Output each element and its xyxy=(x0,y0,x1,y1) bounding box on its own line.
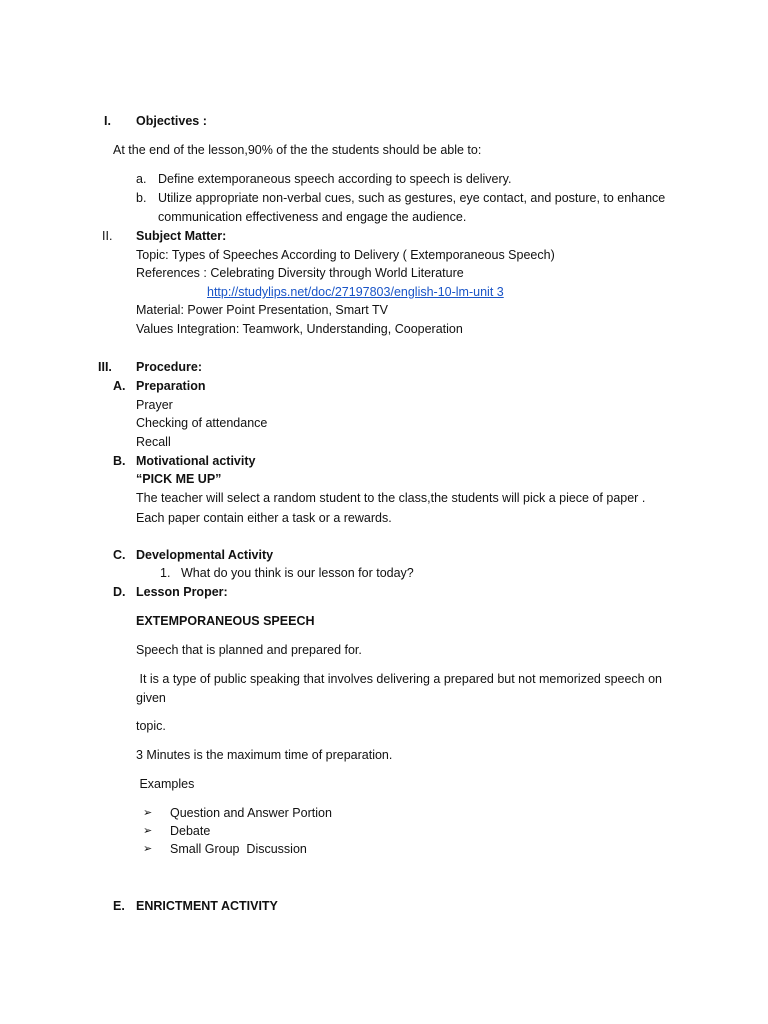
section-numeral-3: III. xyxy=(98,360,112,374)
arrow-bullet-icon: ➢ xyxy=(143,807,153,819)
procedure-heading: Procedure: xyxy=(136,360,202,374)
section-numeral-1: I. xyxy=(104,114,111,128)
lesson-definition-2-line2: given xyxy=(136,691,166,705)
objective-b-text-line2: communication effectiveness and engage the audience. xyxy=(158,210,467,224)
arrow-bullet-icon: ➢ xyxy=(143,825,153,837)
procedure-letter-d: D. xyxy=(113,585,126,599)
subject-material: Material: Power Point Presentation, Smart TV xyxy=(136,303,388,317)
developmental-question-number: 1. xyxy=(160,566,171,580)
enrichment-heading: ENRICTMENT ACTIVITY xyxy=(136,899,278,913)
reference-link[interactable]: http://studylips.net/doc/27197803/english-10-lm-unit 3 xyxy=(207,285,504,299)
subject-values: Values Integration: Teamwork, Understanding, Cooperation xyxy=(136,322,463,336)
preparation-item: Recall xyxy=(136,435,171,449)
subject-topic: Topic: Types of Speeches According to Delivery ( Extemporaneous Speech) xyxy=(136,248,555,262)
procedure-letter-a: A. xyxy=(113,379,126,393)
preparation-item: Checking of attendance xyxy=(136,416,268,430)
section-numeral-2: II. xyxy=(102,229,113,243)
arrow-bullet-icon: ➢ xyxy=(143,843,153,855)
lesson-definition-1: Speech that is planned and prepared for. xyxy=(136,643,362,657)
subject-matter-heading: Subject Matter: xyxy=(136,229,227,243)
lesson-definition-2-line3: topic. xyxy=(136,719,166,733)
procedure-letter-c: C. xyxy=(113,548,126,562)
motivational-heading: Motivational activity xyxy=(136,454,256,468)
developmental-heading: Developmental Activity xyxy=(136,548,274,562)
motivational-text-line2: Each paper contain either a task or a rewards. xyxy=(136,511,392,525)
examples-label: Examples xyxy=(136,777,195,791)
objectives-intro: At the end of the lesson,90% of the the students should be able to: xyxy=(113,143,482,157)
subject-references: References : Celebrating Diversity through World Literature xyxy=(136,266,464,280)
lesson-definition-3: 3 Minutes is the maximum time of preparation. xyxy=(136,748,393,762)
preparation-heading: Preparation xyxy=(136,379,206,393)
lesson-definition-2-line1: It is a type of public speaking that involves delivering a prepared but not memorized speech on xyxy=(136,672,663,686)
objective-a-text: Define extemporaneous speech according to speech is delivery. xyxy=(158,172,512,186)
objective-marker-a: a. xyxy=(136,172,147,186)
procedure-letter-e: E. xyxy=(113,899,125,913)
developmental-question: What do you think is our lesson for today? xyxy=(181,566,414,580)
example-item: Question and Answer Portion xyxy=(170,806,332,820)
example-item: Debate xyxy=(170,824,211,838)
objective-marker-b: b. xyxy=(136,191,147,205)
lesson-proper-heading: Lesson Proper: xyxy=(136,585,228,599)
motivational-text-line1: The teacher will select a random student to the class,the students will pick a piece of paper . xyxy=(136,491,646,505)
objectives-heading: Objectives : xyxy=(136,114,207,128)
procedure-letter-b: B. xyxy=(113,454,126,468)
lesson-title: EXTEMPORANEOUS SPEECH xyxy=(136,614,315,628)
preparation-item: Prayer xyxy=(136,398,173,412)
motivational-title: “PICK ME UP” xyxy=(136,472,222,486)
example-item: Small Group Discussion xyxy=(170,842,307,856)
objective-b-text-line1: Utilize appropriate non-verbal cues, such as gestures, eye contact, and posture, to enhance xyxy=(158,191,666,205)
